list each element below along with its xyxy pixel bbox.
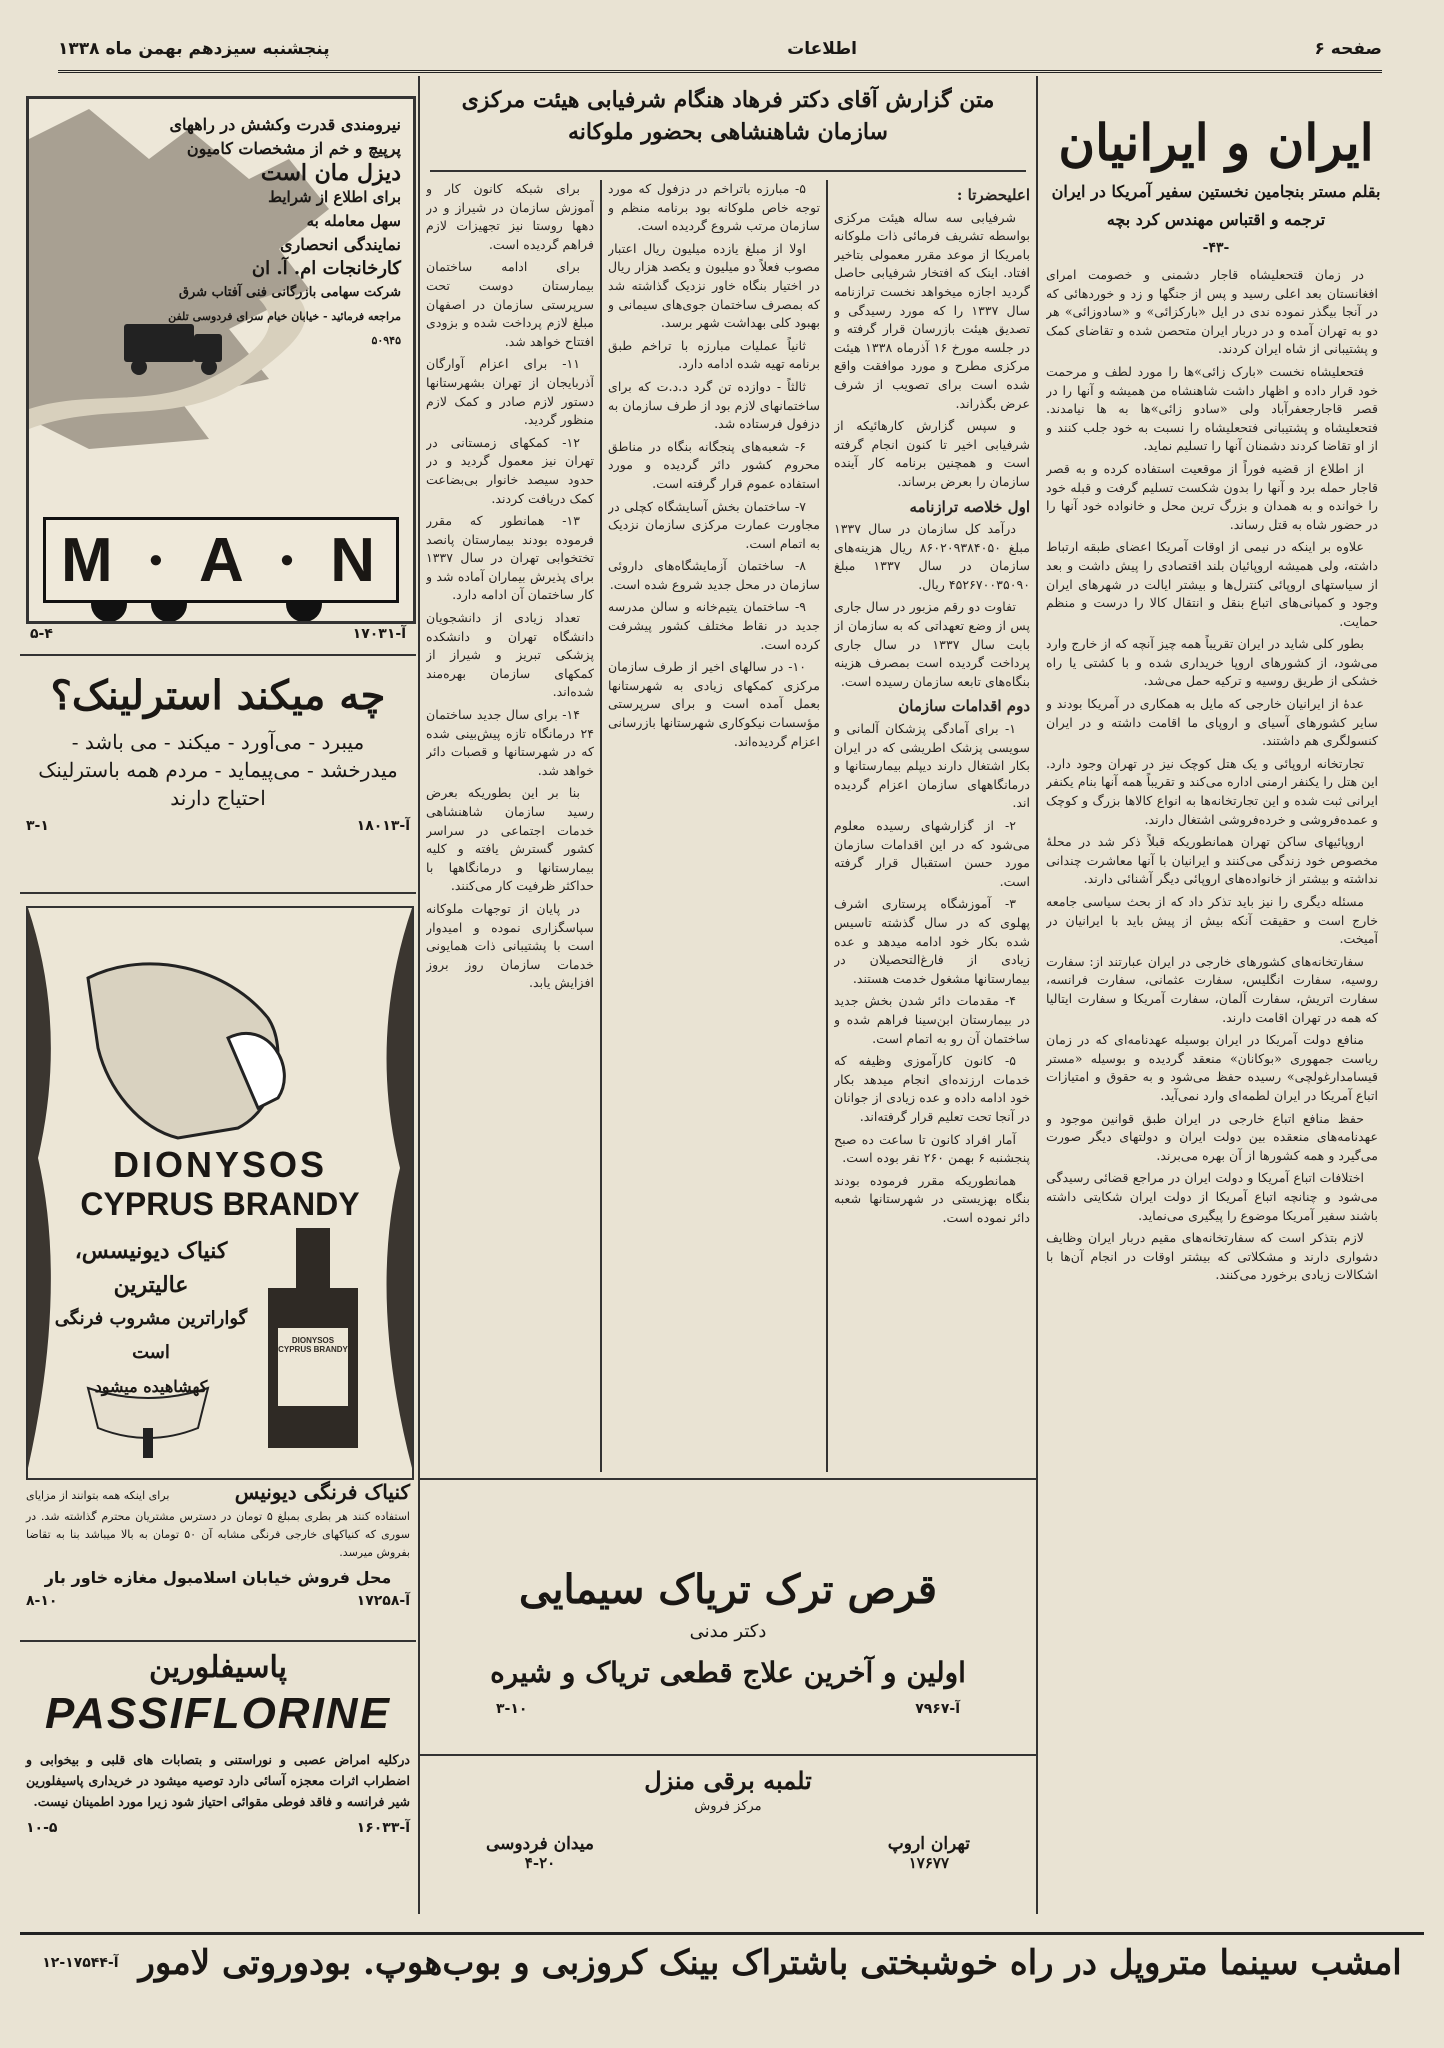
feature-body [1046, 266, 1378, 1916]
sterling-ad-line3: احتیاج دارند [170, 786, 266, 810]
report-paragraph: بنا بر این بطوریکه بعرض رسید سازمان شاهنشاهی خدمات اجتماعی در سراسر کشور گسترش یافته و کلیه بیمارستانها و درمانگاهها با حداکثر ظرفیت کار می‌کنند. [426, 785, 594, 894]
feature-paragraph: بطور کلی شاید در ایران تقریباً همه چیز آنچه که از خارج وارد می‌شود، از کشورهای اروپا خریداری شده و با کشتی یا راه خشکی از طریق روسیه و ترکیه حمل می‌شد. [1046, 636, 1378, 689]
report-paragraph: در پایان از توجهات ملوکانه سپاسگزاری نموده و امیدوار است با پشتیبانی ذات همایونی خدمات سازمان روز بروز افزایش یابد. [426, 900, 594, 991]
brandy-fa-line: کهشاهیده میشود [94, 1377, 208, 1396]
report-paragraph: شرفیابی سه ساله هیئت مرکزی بواسطه تشریف فرمائی ذات ملوکانه بامریکا از موعد مقرر معمولی بتاخیر افتاد. اینک که افتخار شرفیابی حاصل گردید اجازه میخواهد نخست ترازنامه سال ۱۳۳۷ را که مورد رسیدگی و تصدیق هیئت بازرسان قرار گرفته و در جلسه مورخ ۱۶ آذرماه ۱۳۳۸ هیئت مرکزی مطرح و مورد موافقت واقع شده است برای تصویب از شرف عرض بگذراند. [834, 209, 1030, 411]
sterling-ad-line2: میدرخشد - می‌پیماید - مردم همه باسترلینک [38, 758, 398, 782]
bottle-label-2: CYPRUS BRANDY [278, 1345, 348, 1354]
report-paragraph: همانطوریکه مقرر فرموده بودند بنگاه بهزیستی در شهرستانها شعبه دائر نموده است. [834, 1172, 1030, 1225]
report-paragraph: و سپس گزارش کارهائیکه از شرفیابی اخیر تا کنون انجام گرفته است و همچنین برنامه کار آینده سازمان را بعرض برساند. [834, 418, 1030, 489]
boiler-ad-right-code: ۱۷۶۷۷ [908, 1854, 950, 1872]
report-column-1 [834, 180, 1030, 1472]
feature-paragraph: در زمان قتحعلیشاه قاجار دشمنی و خصومت امرای افغانستان بعد اعلی رسید و پس از جنگها و زد و خوردهائی که در آنجا بیگذر نموده ندی در ایل «بارکزائی» و «سادوزائی» هر دو به تهران آمده و در دربار ایران متحصن شده و تقاضای کمک و پشتیبانی از شاه ایران کردند. [1046, 267, 1378, 357]
column-rule-right [1036, 76, 1038, 1914]
cinema-banner [20, 1932, 1424, 1991]
report-paragraph: تفاوت دو رقم مزبور در سال جاری پس از وضع تعهداتی که به سازمان از بابت سال ۱۳۳۷ در سال جاری پرداخت گردیده است بمصرف هزینه بنگاه‌های تابعه سازمان رسیده است. [834, 599, 1030, 689]
opium-ad-code-a: آ-۷۹۶۷ [915, 1701, 960, 1717]
feature-paragraph: سفارتخانه‌های کشورهای خارجی در ایران عبارتند از: سفارت روسیه، سفارت انگلیس، سفارت عثمانی، سفارت فرانسه، سفارت اتریش، سفارت آلمان، سفارت آمریکا و سفارت ایتالیا که همه در تهران اقامت دارند. [1046, 953, 1378, 1025]
ad-divider [20, 654, 416, 656]
passiflorine-code-b: ۱۰-۵ [26, 1820, 58, 1836]
passiflorine-fa: پاسیفلورین [149, 1650, 287, 1685]
report-paragraph: ۴- مقدمات دائر شدن بخش جدید در بیمارستان ابن‌سینا فراهم شده و ساختمان آن رو به اتمام است. [834, 993, 1030, 1046]
boiler-ad-right-place: تهران اروپ [887, 1834, 970, 1854]
passiflorine-code-a: آ-۱۶۰۳۳ [356, 1820, 410, 1836]
man-ad-line: سهل معامله به [306, 212, 401, 230]
man-ad-line: شرکت سهامی بازرگانی فنی آفتاب شرق [178, 285, 401, 300]
man-ad-line: کارخانجات ام. آ. ان [251, 258, 401, 279]
passiflorine-ad [26, 1650, 410, 1920]
column-rule-left [418, 76, 420, 1914]
report-paragraph: تعداد زیادی از دانشجویان دانشگاه تهران و دانشکده پزشکی تبریز و شیراز از کمکهای سازمان بهره‌مند شده‌اند. [426, 610, 594, 700]
brandy-code-a: آ-۱۷۲۵۸ [356, 1593, 410, 1609]
brandy-body: استفاده کنند هر بطری بمبلغ ۵ تومان در دسترس مشتریان محترم گذاشته شد. در سوری که کنیاکهای خارجی فرنگی مشابه آن ۵۰ تومان به بالا میباشد بنا به تقاضا بفروش میرسد. [26, 1510, 410, 1559]
report-paragraph: ۱۴- برای سال جدید ساختمان ۲۴ درمانگاه تازه پیش‌بینی شده که در شهرستانها و قصبات دائر خواهد شد. [426, 707, 594, 778]
page-number: صفحه ۶ [1314, 39, 1382, 59]
report-paragraph: ۱۲- کمکهای زمستانی در تهران نیز معمول گردید و در حدود سیصد خانوار بی‌بضاعت کمک دریافت کردند. [426, 434, 594, 506]
feature-subtitle: بقلم مستر بنجامین نخستین سفیر آمریکا در ایران [1051, 182, 1381, 201]
feature-paragraph: لازم بتذکر است که سفارتخانه‌های مقیم دربار ایران وظایف دشواری دارند و مشکلاتی که بیشتر اوقات در انجام آن‌ها با اشکالات زیادی برخورد می‌کنند. [1046, 1230, 1378, 1283]
report-column-3 [426, 180, 594, 1472]
report-paragraph: درآمد کل سازمان در سال ۱۳۳۷ مبلغ ۸۶۰۲۰۹۳۸۴۰۵۰ ریال هزینه‌های سازمان در سال ۱۳۳۷ مبلغ ۴۵۲۶۷۰۰۳۵۰۹۰ ریال. [834, 521, 1030, 592]
feature-translator: ترجمه و اقتباس مهندس کرد بچه [1106, 210, 1326, 229]
report-paragraph: برای ادامه ساختمان بیمارستان دوست تحت سرپرستی سازمان در اصفهان مبلغ لازم پرداخت شده و بزودی افتتاح خواهد شد. [426, 259, 594, 349]
brandy-code-b: ۸-۱۰ [26, 1593, 58, 1609]
feature-paragraph: از اطلاع از قضیه فوراً از موقعیت استفاده کرده و به قصر قاجار حمله برد و آنها را بدون شکست تسلیم گرفت و قبله خود را خوانده و به همدان و بزرگ ترین محل و خانواده خود آنها را در حضور شاه به قتل رساند. [1046, 460, 1378, 532]
sterling-ad-code-a: آ-۱۸۰۱۳ [356, 818, 410, 834]
report-paragraph: ۱۰- در سالهای اخیر از طرف سازمان مرکزی کمکهای زیادی به شهرستانها بعمل آمده است و برای سرپرستی مؤسسات نیکوکاری شهرستانها بازرسانی اعزام گردیده‌اند. [608, 659, 820, 749]
opium-ad-code-b: ۳-۱۰ [496, 1701, 528, 1717]
report-paragraph: آمار افراد کانون تا ساعت ده صبح پنجشنبه ۶ بهمن ۲۶۰ نفر بوده است. [834, 1131, 1030, 1166]
opium-ad-doctor: دکتر مدنی [689, 1621, 767, 1642]
ads-mid-rule [420, 1754, 1036, 1756]
opium-ad [426, 1486, 1030, 1750]
man-ad-code-a: آ-۱۷۰۳۱ [352, 626, 406, 642]
column-rule-inner-1 [600, 180, 602, 1472]
man-ad-codes [30, 626, 406, 642]
sterling-ad-title: چه میکند استرلینک؟ [50, 672, 386, 719]
report-paragraph: ۹- ساختمان یتیم‌خانه و سالن مدرسه جدید در نقاط مختلف کشور پیشرفت کرده است. [608, 599, 820, 652]
column-rule-inner-2 [826, 180, 828, 1472]
report-paragraph: ثالثاً - دوازده تن گرد د.د.ت که برای ساختمانهای لازم بود از طرف سازمان به دزفول فرستاده شد. [608, 378, 820, 432]
feature-paragraph: فتحعلیشاه نخست «بارک زائی»ها را مورد لطف و مرحمت خود قرار داده و اظهار داشت شاهنشاه من همیشه و آنها را در قصر قاجارجعفرآباد ولی «سادو زائی»ها به ها نیامدند. فتحعلیشاه و پشتیبانی فتحعلیشاه را نسبت به خود جلب کنند و از او تقاضا کردند دشمنان آنها را تسلیم نماید. [1046, 363, 1378, 454]
man-logo: M ● A ● N [43, 517, 399, 603]
bottle-label-1: DIONYSOS [291, 1336, 335, 1345]
man-truck-ad [26, 96, 416, 624]
feature-paragraph: علاوه بر اینکه در نیمی از اوقات آمریکا اعضای طبقه ارتباط داشته، ولی همیشه اروپائیان بلند اقتصادی را پیش داشت و بعد از سیاستهای اروپائی کنترل‌ها و بیشتر ایالت در شهرهای ایران وجود و کمپانی‌های اتباع بنقل و انتقال کالا را درست و منظم حمایت. [1046, 539, 1378, 629]
boiler-ad [426, 1758, 1030, 1926]
boiler-ad-left-code: ۴-۲۰ [524, 1854, 556, 1872]
man-ad-line: پرپیچ و خم از مشخصات کامیون [186, 139, 401, 158]
boiler-ad-left-place: میدان فردوسی [486, 1834, 594, 1854]
brandy-fa-line: گواراترین مشروب فرنگی است [54, 1308, 248, 1363]
report-paragraph: ۱۱- برای اعزام آوارگان آذربایجان از تهران بشهرستانها دستور لازم صادر و کمک لازم منظور گردید. [426, 356, 594, 428]
man-logo-letter: N [330, 525, 381, 595]
opium-ad-line: اولین و آخرین علاج قطعی تریاک و شیره [490, 1656, 966, 1689]
report-paragraph: ۶- شعبه‌های پنجگانه بنگاه در مناطق محروم کشور دائر گردیده و مورد استفاده عموم قرار گرفته است. [608, 438, 820, 491]
report-paragraph: ۳- آموزشگاه پرستاری اشرف پهلوی که در سال گذشته تاسیس شده بکار خود ادامه میدهد و عده زیادی از فارغ‌التحصیلان در بیمارستانها مشغول خدمت هستند. [834, 896, 1030, 986]
man-ad-line: نیرومندی قدرت وکشش در راههای [169, 115, 401, 134]
report-subhead: اول خلاصه ترازنامه [909, 497, 1030, 516]
report-salutation: اعلیحضرتا : [956, 186, 1030, 204]
passiflorine-body: درکلیه امراض عصبی و نوراستنی و بتصابات های قلبی و بیخوابی و اضطراب اثرات معجزه آسائی دارد توصیه میشود در خریداری پاسیفلورین شیر فرانسه و فاقد فوطی مقوائی احتیاز شود زیرا مورد اطمینان نیست. [26, 1752, 410, 1809]
report-paragraph: ۷- ساختمان بخش آسایشگاه کچلی در مجاورت عمارت مرکزی سازمان نزدیک به اتمام است. [608, 498, 820, 551]
report-subhead: دوم اقدامات سازمان [898, 697, 1030, 716]
feature-paragraph: حفظ منافع اتباع خارجی در ایران طبق قوانین موجود و عهدنامه‌های منعقده بین دولت ایران و دولتهای دیگر صورت می‌گیرد و همه کشورها از آن بهره می‌برند. [1046, 1110, 1378, 1163]
report-paragraph: ۱- برای آمادگی پزشکان آلمانی و سویسی پزشک اطریشی که در ایران بکار اشتغال دارند دیپلم بیمارستانها و درمانگاههای سازمان اعزام گردیده اند. [834, 721, 1030, 811]
report-column-2 [608, 180, 820, 1472]
feature-number: -۴۳- [1202, 240, 1230, 256]
ads-top-rule [420, 1478, 1036, 1480]
man-logo-letter: A [199, 525, 250, 595]
issue-date: پنجشنبه سیزدهم بهمن ماه ۱۳۳۸ [58, 39, 330, 59]
cinema-banner-text: امشب سینما متروپل در راه خوشبختی باشتراک بینک کروزبی و بوب‌هوپ. بودوروتی لامور [138, 1943, 1402, 1983]
ad-divider [20, 1640, 416, 1642]
brandy-ad [26, 906, 414, 1480]
paper-name: اطلاعات [787, 39, 857, 59]
feature-paragraph: عدهٔ از ایرانیان خارجی که مایل به همکاری در آمریکا بودند و سایر کشورهای آسیای و اروپای ما اقامت داشته و در ایران کنسولگری هم داشتند. [1046, 696, 1378, 749]
feature-paragraph: اروپائیهای ساکن تهران همانطوریکه قبلاً ذکر شد در محلهٔ مخصوص خود زندگی می‌کنند و ایرانیان با آنها معاشرت چندانی نداشته و بیشتر از خانواده‌های اروپائی دیگر آشنائی دارند. [1046, 834, 1378, 887]
brandy-brand-2: CYPRUS BRANDY [80, 1186, 360, 1222]
brandy-headline: کنیاک فرنگی دیونیس [234, 1480, 410, 1504]
feature-paragraph: اختلافات اتباع آمریکا و دولت ایران در مراجع قضائی رسیدگی می‌شود و چنانچه اتباع آمریکا از دولت ایران شکایتی داشته باشند سفیر آمریکا موضوع را پیگیری می‌نماید. [1046, 1170, 1378, 1223]
report-paragraph: ۵- مبارزه باتراخم در دزفول که مورد توجه خاص ملوکانه بود برنامه منظم و سازمان مرتب شروع گردیده است. [608, 181, 820, 234]
brandy-intro: برای اینکه همه بتوانند از مزایای [26, 1489, 170, 1502]
passiflorine-en: PASSIFLORINE [45, 1689, 391, 1738]
man-ad-code-b: ۵-۴ [30, 626, 53, 642]
brandy-text [26, 1480, 410, 1630]
feature-paragraph: منافع دولت آمریکا در ایران بوسیله عهدنامه‌ای که در زمان ریاست جمهوری «بوکانان» منعقد گردیده و بوسیله «مستر قیسامدارغولچی» رسیده حفظ می‌شود و به حقوق و امتیازات اتباع آمریکا در ایران لطمه‌ای وارد نمی‌آید. [1046, 1032, 1378, 1103]
masthead [58, 34, 1382, 64]
boiler-ad-sub: مرکز فروش [694, 1799, 762, 1814]
brandy-brand-1: DIONYSOS [112, 1144, 328, 1185]
brandy-shop: محل فروش خیابان اسلامبول مغازه خاور بار [44, 1568, 392, 1587]
report-paragraph: ثانیاً عملیات مبارزه با تراخم طبق برنامه تهیه شده ادامه دارد. [608, 337, 820, 372]
report-paragraph: ۱۳- همانطور که مقرر فرموده بودند بیمارستان پانصد تختخوابی تهران در سال ۱۳۳۷ برای پذیرش بیماران آماده شد و کار ساختمان آن ادامه دارد. [426, 513, 594, 603]
feature-title: ایران و ایرانیان [1058, 113, 1374, 172]
report-paragraph: اولا از مبلغ یازده میلیون ریال اعتبار مصوب فعلاً دو میلیون و یکصد هزار ریال در اختیار بنگاه خاور نزدیک گذاشته شد که بمصرف ساختمان جوی‌های سیمانی و بهبود کلی بهداشت شهر برسد. [608, 240, 820, 331]
brandy-fa-line: کنیاک دیونیسس، عالیترین [74, 1238, 228, 1298]
boiler-ad-title: تلمبه برقی منزل [644, 1766, 812, 1795]
report-headline: متن گزارش آقای دکتر فرهاد هنگام شرفیابی هیئت مرکزی سازمان شاهنشاهی بحضور ملوکانه [461, 87, 995, 145]
opium-ad-title: قرص ترک تریاک سیمایی [518, 1566, 938, 1613]
man-ad-line: نمایندگی انحصاری [279, 235, 401, 254]
man-logo-letter: M [60, 525, 119, 595]
man-ad-line: برای اطلاع از شرایط [268, 188, 401, 206]
sterling-ad [26, 668, 410, 882]
cinema-banner-code: آ-۱۷۵۴۴-۱۲ [42, 1955, 119, 1971]
report-paragraph: برای شبکه کانون کار و آموزش سازمان در شیراز و در دهها روستا نیز تجهیزات لازم فراهم گردیده است. [426, 181, 594, 252]
masthead-rule [58, 70, 1382, 73]
headline-rule [430, 170, 1026, 172]
feature-paragraph: تجارتخانه اروپائی و یک هتل کوچک نیز در تهران وجود دارد. این هتل را یکنفر ارمنی اداره می‌کند و تقریباً همه آنها بنام یکنفر ایرانی ثبت شده و این تجارتخانه‌ها به انواع کالاها بزرگ و کوچک و عمده‌فروشی و خرده‌فروشی اشتغال دارند. [1046, 755, 1378, 827]
ad-divider [20, 892, 416, 894]
sterling-ad-line1: میبرد - می‌آورد - میکند - می باشد - [71, 730, 365, 754]
report-paragraph: ۲- از گزارشهای رسیده معلوم می‌شود که در این اقدامات سازمان مورد حسن استقبال قرار گرفته است. [834, 818, 1030, 889]
man-ad-line: مراجعه فرمائید - خیابان خیام سرای فردوسی تلفن ۵۰۹۴۵ [168, 310, 401, 347]
report-paragraph: ۵- کانون کارآموزی وظیفه که خدمات ارزنده‌ای انجام میدهد بکار خود ادامه داده و عده زیادی از جوانان در آنجا تحت تعلیم قرار گرفته‌اند. [834, 1053, 1030, 1124]
feature-paragraph: مسئله دیگری را نیز باید تذکر داد که از بحث سیاسی جامعه خارج است و حقیقت آنکه بیش از پیش باید با ایرانیان در آمیخت. [1046, 894, 1378, 947]
sterling-ad-code-b: ۳-۱ [26, 818, 49, 834]
man-ad-line: دیزل مان است [260, 160, 401, 186]
report-paragraph: ۸- ساختمان آزمایشگاه‌های داروئی سازمان در محل جدید شروع شده است. [608, 558, 820, 592]
